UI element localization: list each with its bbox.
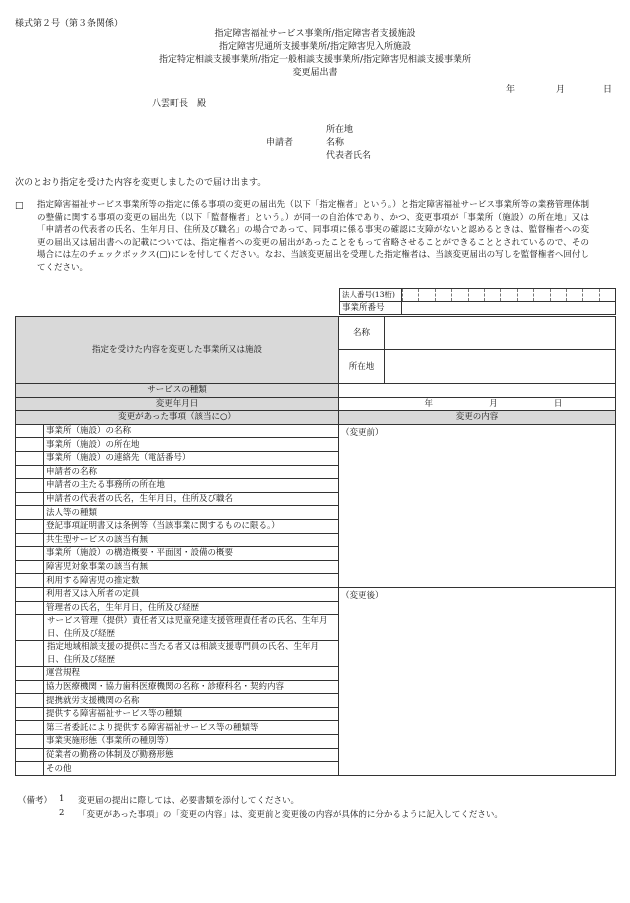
facility-address-label: 所在地: [339, 350, 385, 384]
item-label: 従業者の勤務の体制及び勤務形態: [44, 748, 339, 762]
item-check-cell[interactable]: [16, 694, 44, 708]
title-line-3: 指定特定相談支援事業所/指定一般相談支援事業所/指定障害児相談支援事業所: [158, 55, 472, 65]
addressee: 八雲町長 殿: [152, 99, 207, 109]
item-check-cell[interactable]: [16, 506, 44, 520]
facility-label: 指定を受けた内容を変更した事業所又は施設: [16, 317, 339, 384]
item-label: 提携就労支援機関の名称: [44, 694, 339, 708]
number-table: [339, 288, 616, 315]
change-date-field[interactable]: [339, 397, 616, 411]
after-content-field[interactable]: [339, 587, 616, 775]
item-check-cell[interactable]: [16, 560, 44, 574]
item-check-cell[interactable]: [16, 479, 44, 493]
date-month: 月: [556, 85, 566, 95]
change-date-day: 日: [553, 398, 563, 409]
item-check-cell[interactable]: [16, 533, 44, 547]
item-check-cell[interactable]: [16, 424, 44, 438]
after-label: （変更後）: [341, 590, 384, 601]
item-check-cell[interactable]: [16, 438, 44, 452]
office-number-label: 事業所番号: [340, 302, 402, 315]
item-check-cell[interactable]: [16, 601, 44, 615]
item-label: 利用者又は入所者の定員: [44, 587, 339, 601]
change-date-label: 変更年月日: [16, 397, 339, 411]
item-check-cell[interactable]: [16, 465, 44, 479]
item-label: 管理者の氏名，生年月日，住所及び経歴: [44, 601, 339, 615]
applicant-address-label: 所在地: [326, 125, 354, 135]
content-header: 変更の内容: [339, 411, 616, 425]
service-type-label: サービスの種類: [16, 384, 339, 398]
item-check-cell[interactable]: [16, 492, 44, 506]
item-label: 事業所（施設）の所在地: [44, 438, 339, 452]
date-day: 日: [603, 85, 613, 95]
item-check-cell[interactable]: [16, 748, 44, 762]
applicant-name-label: 名称: [326, 138, 345, 148]
change-table: [15, 316, 616, 776]
item-label: 協力医療機関・協力歯科医療機関の名称・診療科名・契約内容: [44, 680, 339, 694]
before-content-field[interactable]: [339, 424, 616, 587]
note-2-text: 「変更があった事項」の「変更の内容」は、変更前と変更後の内容が具体的に分かるように記入してください。: [78, 810, 503, 820]
item-label: 申請者の主たる事務所の所在地: [44, 479, 339, 493]
office-number-field[interactable]: [402, 302, 616, 315]
corp-number-label: 法人番号(13桁): [340, 289, 402, 302]
date-year: 年: [506, 85, 516, 95]
notice-paragraph: 指定障害福祉サービス事業所等の指定に係る事項の変更の届出先（以下「指定権者」という。）と指定障害福祉サービス事業所等の業務管理体制の整備に関する事項の変更の届出先（以下「監督権者」という。）が同一の自治体であり、かつ、変更事項が「事業所（施設）の所在地」又は「申請者の代表者の氏名、生年月日、住所及び職名」の場合であって、同事項に係る事実の確認に支障がないと認めるときは、監督権者への変更の届出又は届出書への記載については、指定権者への変更の届出があったことをもって省略させることができることとされているので、その場合には左のチェックボックス(□)にレを付してください。なお、当該変更届出を受理した指定権者は、当該変更届出の写しを監督権者へ回付してください。: [37, 200, 589, 273]
before-label: （変更前）: [341, 427, 384, 438]
notes-label: （備考）: [18, 796, 53, 806]
item-label: 事業所（施設）の名称: [44, 424, 339, 438]
item-check-cell[interactable]: [16, 721, 44, 735]
applicant-representative-label: 代表者氏名: [326, 151, 372, 161]
item-check-cell[interactable]: [16, 762, 44, 776]
items-header: 変更があった事項（該当に○）: [16, 411, 339, 425]
change-date-year: 年: [424, 398, 434, 409]
item-label: 申請者の名称: [44, 465, 339, 479]
change-date-month: 月: [489, 398, 498, 409]
item-label: 事業所（施設）の連絡先（電話番号）: [44, 451, 339, 465]
item-check-cell[interactable]: [16, 574, 44, 588]
item-check-cell[interactable]: [16, 587, 44, 601]
item-check-cell[interactable]: [16, 667, 44, 681]
item-check-cell[interactable]: [16, 615, 44, 641]
item-check-cell[interactable]: [16, 707, 44, 721]
item-label: 指定地域相談支援の提供に当たる者又は相談支援専門員の氏名、生年月日、住所及び経歴: [44, 641, 339, 667]
title-line-1: 指定障害福祉サービス事業所/指定障害者支援施設: [214, 29, 416, 39]
item-label: 登記事項証明書又は条例等（当該事業に関するものに限る。）: [44, 519, 339, 533]
item-label: 障害児対象事業の該当有無: [44, 560, 339, 574]
note-2-number: 2: [59, 808, 65, 818]
facility-address-field[interactable]: [385, 350, 616, 384]
item-label: 提供する障害福祉サービス等の種類: [44, 707, 339, 721]
applicant-label: 申請者: [266, 138, 294, 148]
item-label: サービス管理（提供）責任者又は児童発達支援管理責任者の氏名、生年月日、住所及び経歴: [44, 615, 339, 641]
item-check-cell[interactable]: [16, 519, 44, 533]
omit-checkbox[interactable]: □: [15, 201, 24, 211]
item-label: 第三者委託により提供する障害福祉サービス等の種類等: [44, 721, 339, 735]
item-label: 共生型サービスの該当有無: [44, 533, 339, 547]
corp-number-field[interactable]: [402, 289, 616, 302]
item-label: 申請者の代表者の氏名，生年月日，住所及び職名: [44, 492, 339, 506]
item-check-cell[interactable]: [16, 735, 44, 749]
document-title: 変更届出書: [292, 68, 338, 78]
item-label: 法人等の種類: [44, 506, 339, 520]
item-label: 運営規程: [44, 667, 339, 681]
form-number: 様式第２号（第３条関係）: [15, 19, 124, 29]
service-type-field[interactable]: [339, 384, 616, 398]
item-check-cell[interactable]: [16, 680, 44, 694]
item-label: 事業実施形態（事業所の種別等）: [44, 735, 339, 749]
item-check-cell[interactable]: [16, 641, 44, 667]
note-1-text: 変更届の提出に際しては、必要書類を添付してください。: [78, 796, 300, 806]
item-label: 事業所（施設）の構造概要・平面図・設備の概要: [44, 547, 339, 561]
note-1-number: 1: [59, 794, 65, 804]
item-label: 利用する障害児の推定数: [44, 574, 339, 588]
facility-name-label: 名称: [339, 317, 385, 350]
item-check-cell[interactable]: [16, 451, 44, 465]
item-check-cell[interactable]: [16, 547, 44, 561]
facility-name-field[interactable]: [385, 317, 616, 350]
intro-text: 次のとおり指定を受けた内容を変更しましたので届け出ます。: [15, 178, 267, 188]
item-label: その他: [44, 762, 339, 776]
title-line-2: 指定障害児通所支援事業所/指定障害児入所施設: [218, 42, 412, 52]
